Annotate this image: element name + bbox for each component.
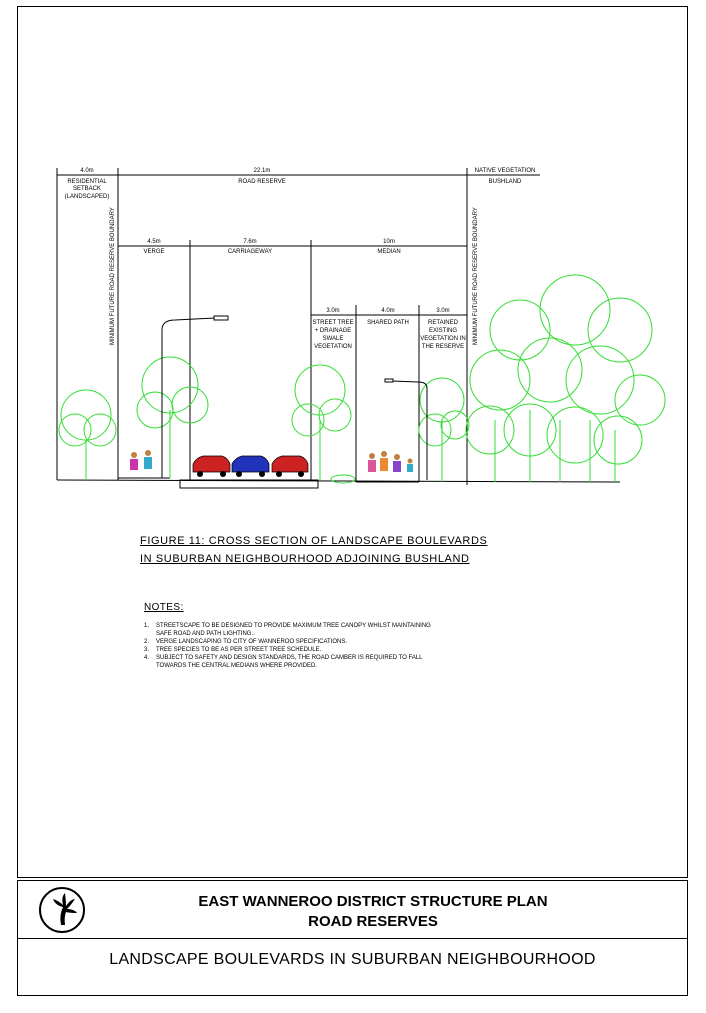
car-blue — [232, 456, 269, 477]
plan-subtitle: ROAD RESERVES — [308, 913, 438, 930]
shared-path-label: SHARED PATH — [367, 320, 409, 326]
native-label-2: BUSHLAND — [488, 179, 522, 185]
setback-label-3: (LANDSCAPED) — [64, 194, 110, 200]
street-tree-label-1: STREET TREE — [312, 320, 354, 326]
carriageway-label: CARRIAGEWAY — [227, 249, 273, 255]
carriageway-width: 7.6m — [243, 239, 257, 245]
verge-label: VERGE — [143, 249, 165, 255]
note-item: 4. SUBJECT TO SAFETY AND DESIGN STANDARDS, THE ROAD CAMBER IS REQUIRED TO FALL TOWARDS THE CENTRAL MEDIANS WHERE PROVIDED. — [144, 655, 423, 669]
boundary-label-right: MINIMUM FUTURE ROAD RESERVE BOUNDARY — [473, 207, 479, 345]
car-red-2 — [272, 456, 308, 477]
shared-path-width: 4.0m — [381, 308, 395, 314]
boundary-label-left: MINIMUM FUTURE ROAD RESERVE BOUNDARY — [110, 207, 116, 345]
swale-shrubs — [331, 475, 355, 483]
native-label-1: NATIVE VEGETATION — [474, 168, 536, 174]
median-width: 10m — [383, 239, 395, 245]
wanneroo-logo-icon — [39, 887, 85, 933]
street-tree-label-2: + DRAINAGE — [314, 328, 352, 334]
tree-setback — [59, 390, 116, 480]
road-reserve-width: 22.1m — [253, 168, 271, 174]
street-tree-label-4: VEGETATION — [314, 344, 352, 350]
pedestrians-path — [368, 451, 413, 472]
street-tree-width: 3.0m — [326, 308, 340, 314]
sheet-title: LANDSCAPE BOULEVARDS IN SUBURBAN NEIGHBOURHOOD — [109, 951, 596, 968]
median-label: MEDIAN — [377, 249, 401, 255]
road-reserve-label: ROAD RESERVE — [238, 179, 286, 185]
retained-label-2: EXISTING — [428, 328, 458, 334]
retained-label-3: VEGETATION IN — [420, 336, 466, 342]
pedestrians-verge — [130, 450, 152, 470]
plan-title: EAST WANNEROO DISTRICT STRUCTURE PLAN — [198, 893, 548, 910]
street-tree-label-3: SWALE — [322, 336, 344, 342]
title-block — [17, 880, 688, 996]
note-item: 1. STREETSCAPE TO BE DESIGNED TO PROVIDE MAXIMUM TREE CANOPY WHILST MAINTAINING SAFE ROAD AND PATH LIGHTING.. — [144, 623, 431, 637]
retained-label-1: RETAINED — [428, 320, 458, 326]
verge-width: 4.5m — [147, 239, 161, 245]
figure-caption-line1: FIGURE 11: CROSS SECTION OF LANDSCAPE BOULEVARDS — [140, 535, 488, 547]
setback-width: 4.0m — [80, 168, 94, 174]
retained-width: 3.0m — [436, 308, 450, 314]
title-block-header — [18, 881, 687, 939]
notes-list — [144, 622, 444, 670]
car-red-1 — [193, 456, 230, 477]
bushland-trees — [466, 275, 665, 482]
setback-label-2: SETBACK — [72, 186, 102, 192]
setback-label-1: RESIDENTIAL — [67, 179, 107, 185]
note-item: 3. TREE SPECIES TO BE AS PER STREET TREE SCHEDULE. — [144, 647, 322, 653]
figure-caption-line2: IN SUBURBAN NEIGHBOURHOOD ADJOINING BUSHLAND — [140, 553, 470, 565]
notes-title: NOTES: — [144, 602, 184, 613]
retained-label-4: THE RESERVE — [421, 344, 465, 350]
note-item: 2. VERGE LANDSCAPING TO CITY OF WANNEROO SPECIFICATIONS. — [144, 639, 348, 645]
